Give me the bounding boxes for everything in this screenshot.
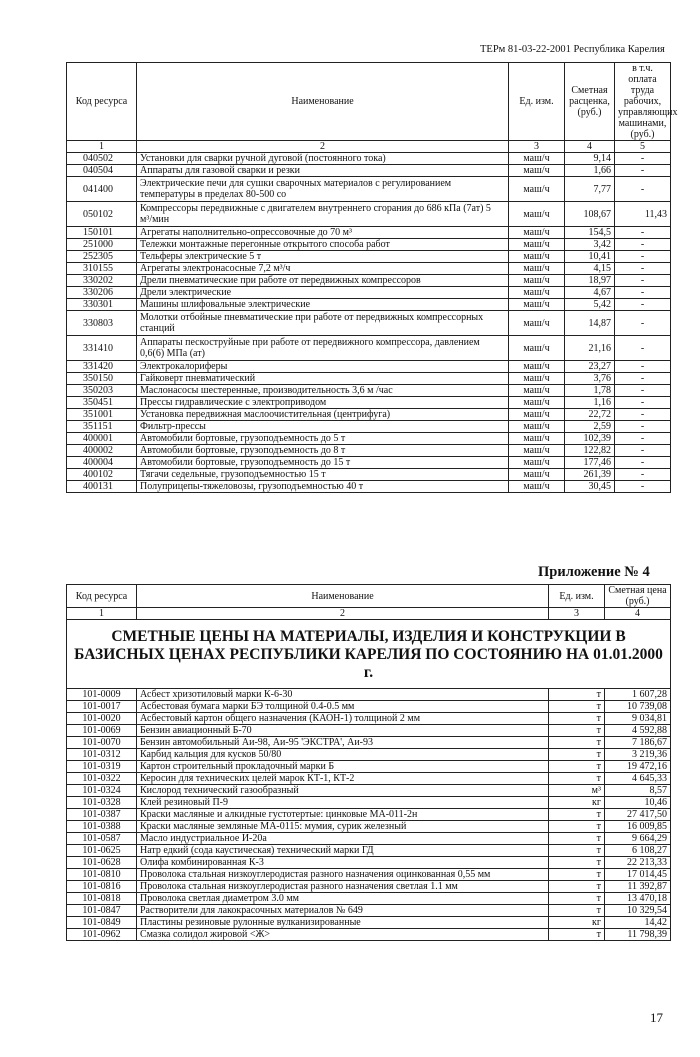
row-wage: - (615, 361, 671, 373)
row-wage: - (615, 227, 671, 239)
row-code: 101-0017 (67, 701, 137, 713)
row-code: 252305 (67, 251, 137, 263)
table-row (67, 917, 671, 929)
table-row (67, 336, 671, 361)
row-code: 310155 (67, 263, 137, 275)
row-code: 101-0818 (67, 893, 137, 905)
row-unit: маш/ч (509, 202, 565, 227)
row-name: Натр едкий (сода каустическая) технический марки ГД (137, 845, 549, 857)
table-row (67, 153, 671, 165)
row-unit: маш/ч (509, 251, 565, 263)
row-price: 16 009,85 (605, 821, 671, 833)
row-code: 350203 (67, 385, 137, 397)
table-row (67, 409, 671, 421)
row-price: 13 470,18 (605, 893, 671, 905)
row-unit: т (549, 893, 605, 905)
row-unit: маш/ч (509, 287, 565, 299)
row-price: 11 392,87 (605, 881, 671, 893)
row-price: 6 108,27 (605, 845, 671, 857)
row-wage: - (615, 409, 671, 421)
row-name: Автомобили бортовые, грузоподъемность до 15 т (137, 457, 509, 469)
row-code: 040502 (67, 153, 137, 165)
page-number: 17 (650, 1010, 663, 1025)
row-code: 400002 (67, 445, 137, 457)
row-unit: маш/ч (509, 275, 565, 287)
row-unit: маш/ч (509, 481, 565, 493)
row-price: 108,67 (565, 202, 615, 227)
col-header-name: Наименование (137, 585, 549, 608)
row-wage: - (615, 336, 671, 361)
appendix-title: Приложение № 4 (538, 564, 650, 580)
row-name: Клей резиновый П-9 (137, 797, 549, 809)
row-price: 102,39 (565, 433, 615, 445)
row-name: Краски масляные и алкидные густотертые: цинковые МА-011-2н (137, 809, 549, 821)
row-price: 23,27 (565, 361, 615, 373)
row-code: 351151 (67, 421, 137, 433)
row-unit: маш/ч (509, 409, 565, 421)
row-unit: т (549, 881, 605, 893)
col-number: 5 (615, 141, 671, 153)
row-code: 101-0849 (67, 917, 137, 929)
row-unit: т (549, 761, 605, 773)
table-row (67, 881, 671, 893)
row-code: 101-0324 (67, 785, 137, 797)
table1-body (67, 153, 671, 493)
row-wage: - (615, 251, 671, 263)
table2-banner-row (67, 620, 671, 689)
row-code: 101-0328 (67, 797, 137, 809)
row-wage: - (615, 177, 671, 202)
row-unit: кг (549, 797, 605, 809)
row-wage: - (615, 481, 671, 493)
row-price: 261,39 (565, 469, 615, 481)
row-wage: - (615, 275, 671, 287)
row-wage: - (615, 153, 671, 165)
row-name: Агрегаты электронасосные 7,2 м³/ч (137, 263, 509, 275)
materials-price-table (66, 584, 671, 941)
row-code: 101-0070 (67, 737, 137, 749)
col-header-code: Код ресурса (67, 585, 137, 608)
row-wage: - (615, 287, 671, 299)
row-code: 251000 (67, 239, 137, 251)
row-code: 351001 (67, 409, 137, 421)
table-row (67, 227, 671, 239)
row-price: 19 472,16 (605, 761, 671, 773)
col-header-unit: Ед. изм. (549, 585, 605, 608)
row-code: 101-0810 (67, 869, 137, 881)
row-name: Электрические печи для сушки сварочных материалов с регулированием температуры в пределах 80-500 со (137, 177, 509, 202)
row-unit: т (549, 905, 605, 917)
table-row (67, 845, 671, 857)
row-name: Полуприцепы-тяжеловозы, грузоподъемностью 40 т (137, 481, 509, 493)
table-row (67, 761, 671, 773)
col-number: 1 (67, 608, 137, 620)
row-price: 1,66 (565, 165, 615, 177)
table-row (67, 797, 671, 809)
table-row (67, 239, 671, 251)
row-name: Кислород технический газообразный (137, 785, 549, 797)
row-name: Тележки монтажные перегонные открытого способа работ (137, 239, 509, 251)
row-code: 101-0962 (67, 929, 137, 941)
row-price: 8,57 (605, 785, 671, 797)
col-header-code: Код ресурса (67, 63, 137, 141)
row-code: 050102 (67, 202, 137, 227)
row-wage: - (615, 433, 671, 445)
table-row (67, 689, 671, 701)
row-wage: - (615, 239, 671, 251)
row-wage: 11,43 (615, 202, 671, 227)
row-price: 9 664,29 (605, 833, 671, 845)
row-unit: т (549, 857, 605, 869)
table-row (67, 445, 671, 457)
row-name: Установка передвижная маслоочистительная (центрифуга) (137, 409, 509, 421)
row-name: Проволока стальная низкоуглеродистая разного назначения оцинкованная 0,55 мм (137, 869, 549, 881)
row-code: 331410 (67, 336, 137, 361)
table-row (67, 202, 671, 227)
row-unit: т (549, 809, 605, 821)
row-price: 11 798,39 (605, 929, 671, 941)
table-row (67, 773, 671, 785)
row-name: Смазка солидол жировой <Ж> (137, 929, 549, 941)
row-price: 14,87 (565, 311, 615, 336)
row-unit: маш/ч (509, 239, 565, 251)
row-unit: т (549, 773, 605, 785)
row-name: Тельферы электрические 5 т (137, 251, 509, 263)
row-price: 3 219,36 (605, 749, 671, 761)
table-row (67, 869, 671, 881)
machines-price-table (66, 62, 678, 493)
row-code: 101-0387 (67, 809, 137, 821)
table-row (67, 929, 671, 941)
row-unit: маш/ч (509, 336, 565, 361)
table-row (67, 905, 671, 917)
row-name: Бензин автомобильный Аи-98, Аи-95 'ЭКСТРА', Аи-93 (137, 737, 549, 749)
row-unit: м³ (549, 785, 605, 797)
row-code: 350150 (67, 373, 137, 385)
row-price: 9,14 (565, 153, 615, 165)
row-price: 4 592,88 (605, 725, 671, 737)
row-code: 101-0587 (67, 833, 137, 845)
row-name: Олифа комбинированная К-3 (137, 857, 549, 869)
row-name: Тягачи седельные, грузоподъемностью 15 т (137, 469, 509, 481)
row-price: 7 186,67 (605, 737, 671, 749)
row-wage: - (615, 445, 671, 457)
col-header-price: Сметная цена (руб.) (605, 585, 671, 608)
table-row (67, 737, 671, 749)
row-price: 10,41 (565, 251, 615, 263)
row-unit: т (549, 845, 605, 857)
row-price: 10 329,54 (605, 905, 671, 917)
row-unit: маш/ч (509, 421, 565, 433)
row-name: Аппараты пескоструйные при работе от передвижного компрессора, давлением 0,6(6) МПа (ат) (137, 336, 509, 361)
row-price: 21,16 (565, 336, 615, 361)
row-name: Растворители для лакокрасочных материалов № 649 (137, 905, 549, 917)
row-unit: маш/ч (509, 373, 565, 385)
row-code: 330803 (67, 311, 137, 336)
row-name: Пластины резиновые рулонные вулканизированные (137, 917, 549, 929)
table2-header-row (67, 585, 671, 608)
row-unit: т (549, 737, 605, 749)
table-row (67, 857, 671, 869)
table-row (67, 263, 671, 275)
row-name: Гайковерт пневматический (137, 373, 509, 385)
row-wage: - (615, 469, 671, 481)
col-number: 2 (137, 608, 549, 620)
table-row (67, 251, 671, 263)
row-price: 154,5 (565, 227, 615, 239)
col-number: 1 (67, 141, 137, 153)
row-unit: т (549, 833, 605, 845)
row-price: 22,72 (565, 409, 615, 421)
row-name: Керосин для технических целей марок КТ-1, КТ-2 (137, 773, 549, 785)
col-number: 2 (137, 141, 509, 153)
row-price: 9 034,81 (605, 713, 671, 725)
row-wage: - (615, 263, 671, 275)
row-name: Проволока стальная низкоуглеродистая разного назначения светлая 1.1 мм (137, 881, 549, 893)
col-header-name: Наименование (137, 63, 509, 141)
table2-body (67, 689, 671, 941)
row-unit: т (549, 713, 605, 725)
table-row (67, 701, 671, 713)
row-unit: т (549, 689, 605, 701)
col-header-price: Сметная расценка, (руб.) (565, 63, 615, 141)
row-name: Краски масляные земляные МА-0115: мумия, сурик железный (137, 821, 549, 833)
row-code: 400131 (67, 481, 137, 493)
row-wage: - (615, 397, 671, 409)
row-unit: маш/ч (509, 299, 565, 311)
row-code: 101-0388 (67, 821, 137, 833)
table-row (67, 457, 671, 469)
table1-header-row (67, 63, 671, 141)
row-unit: маш/ч (509, 433, 565, 445)
row-unit: маш/ч (509, 457, 565, 469)
row-name: Асбестовый картон общего назначения (КАОН-1) толщиной 2 мм (137, 713, 549, 725)
col-header-unit: Ед. изм. (509, 63, 565, 141)
row-unit: маш/ч (509, 311, 565, 336)
row-name: Электрокалориферы (137, 361, 509, 373)
table-row (67, 299, 671, 311)
table-row (67, 421, 671, 433)
row-code: 350451 (67, 397, 137, 409)
table-row (67, 433, 671, 445)
table-row (67, 177, 671, 202)
row-price: 2,59 (565, 421, 615, 433)
row-unit: маш/ч (509, 153, 565, 165)
row-price: 5,42 (565, 299, 615, 311)
table-row (67, 397, 671, 409)
table-row (67, 469, 671, 481)
row-wage: - (615, 299, 671, 311)
row-wage: - (615, 165, 671, 177)
row-price: 27 417,50 (605, 809, 671, 821)
row-wage: - (615, 457, 671, 469)
row-unit: маш/ч (509, 397, 565, 409)
row-price: 10 739,08 (605, 701, 671, 713)
table-row (67, 287, 671, 299)
table-row (67, 311, 671, 336)
table-row (67, 833, 671, 845)
row-name: Бензин авиационный Б-70 (137, 725, 549, 737)
row-price: 177,46 (565, 457, 615, 469)
table-row (67, 373, 671, 385)
table-row (67, 385, 671, 397)
row-code: 101-0009 (67, 689, 137, 701)
row-unit: маш/ч (509, 445, 565, 457)
row-wage: - (615, 373, 671, 385)
row-name: Карбид кальция для кусков 50/80 (137, 749, 549, 761)
table-row (67, 893, 671, 905)
row-code: 330202 (67, 275, 137, 287)
row-unit: маш/ч (509, 227, 565, 239)
row-unit: т (549, 929, 605, 941)
row-code: 040504 (67, 165, 137, 177)
row-price: 122,82 (565, 445, 615, 457)
row-unit: маш/ч (509, 177, 565, 202)
table-row (67, 809, 671, 821)
row-code: 101-0069 (67, 725, 137, 737)
col-number: 4 (605, 608, 671, 620)
row-unit: маш/ч (509, 361, 565, 373)
row-code: 330301 (67, 299, 137, 311)
table1-column-numbers (67, 141, 671, 153)
row-name: Агрегаты наполнительно-опрессовочные до 70 м³ (137, 227, 509, 239)
row-code: 041400 (67, 177, 137, 202)
row-price: 10,46 (605, 797, 671, 809)
table-row (67, 481, 671, 493)
row-price: 22 213,33 (605, 857, 671, 869)
row-name: Машины шлифовальные электрические (137, 299, 509, 311)
row-code: 101-0312 (67, 749, 137, 761)
row-name: Асбестовая бумага марки БЭ толщиной 0.4-0.5 мм (137, 701, 549, 713)
row-wage: - (615, 385, 671, 397)
row-code: 101-0020 (67, 713, 137, 725)
row-price: 4 645,33 (605, 773, 671, 785)
row-price: 7,77 (565, 177, 615, 202)
table-row (67, 165, 671, 177)
row-name: Компрессоры передвижные с двигателем внутреннего сгорания до 686 кПа (7ат) 5 м³/мин (137, 202, 509, 227)
row-price: 30,45 (565, 481, 615, 493)
row-price: 1,16 (565, 397, 615, 409)
col-number: 3 (509, 141, 565, 153)
row-name: Дрели пневматические при работе от передвижных компрессоров (137, 275, 509, 287)
row-unit: маш/ч (509, 469, 565, 481)
row-name: Асбест хризотиловый марки К-6-30 (137, 689, 549, 701)
row-price: 4,15 (565, 263, 615, 275)
table-row (67, 361, 671, 373)
row-name: Прессы гидравлические с электроприводом (137, 397, 509, 409)
table2-column-numbers (67, 608, 671, 620)
row-name: Автомобили бортовые, грузоподъемность до 8 т (137, 445, 509, 457)
row-code: 400102 (67, 469, 137, 481)
row-name: Фильтр-прессы (137, 421, 509, 433)
row-code: 101-0625 (67, 845, 137, 857)
row-name: Молотки отбойные пневматические при работе от передвижных компрессорных станций (137, 311, 509, 336)
row-unit: т (549, 821, 605, 833)
table-row (67, 725, 671, 737)
table-row (67, 821, 671, 833)
row-price: 1,78 (565, 385, 615, 397)
row-code: 331420 (67, 361, 137, 373)
row-code: 101-0322 (67, 773, 137, 785)
row-unit: т (549, 749, 605, 761)
row-price: 18,97 (565, 275, 615, 287)
row-code: 101-0816 (67, 881, 137, 893)
row-unit: кг (549, 917, 605, 929)
row-price: 14,42 (605, 917, 671, 929)
row-name: Дрели электрические (137, 287, 509, 299)
table-row (67, 785, 671, 797)
row-unit: маш/ч (509, 385, 565, 397)
row-wage: - (615, 311, 671, 336)
row-code: 101-0847 (67, 905, 137, 917)
row-price: 17 014,45 (605, 869, 671, 881)
row-name: Автомобили бортовые, грузоподъемность до 5 т (137, 433, 509, 445)
row-code: 101-0628 (67, 857, 137, 869)
row-name: Аппараты для газовой сварки и резки (137, 165, 509, 177)
row-price: 4,67 (565, 287, 615, 299)
row-wage: - (615, 421, 671, 433)
row-unit: т (549, 869, 605, 881)
row-code: 400004 (67, 457, 137, 469)
col-number: 4 (565, 141, 615, 153)
row-code: 150101 (67, 227, 137, 239)
table-row (67, 749, 671, 761)
row-price: 1 607,28 (605, 689, 671, 701)
running-header: ТЕРм 81-03-22-2001 Республика Карелия (480, 44, 665, 55)
row-unit: т (549, 725, 605, 737)
row-unit: т (549, 701, 605, 713)
row-name: Установки для сварки ручной дуговой (постоянного тока) (137, 153, 509, 165)
row-price: 3,42 (565, 239, 615, 251)
row-price: 3,76 (565, 373, 615, 385)
row-code: 101-0319 (67, 761, 137, 773)
row-name: Картон строительный прокладочный марки Б (137, 761, 549, 773)
row-name: Проволока светлая диаметром 3.0 мм (137, 893, 549, 905)
row-name: Маслонасосы шестеренные, производительность 3,6 м /час (137, 385, 509, 397)
row-unit: маш/ч (509, 263, 565, 275)
row-name: Масло индустриальное И-20а (137, 833, 549, 845)
row-code: 330206 (67, 287, 137, 299)
col-number: 3 (549, 608, 605, 620)
section-banner: СМЕТНЫЕ ЦЕНЫ НА МАТЕРИАЛЫ, ИЗДЕЛИЯ И КОНСТРУКЦИИ В БАЗИСНЫХ ЦЕНАХ РЕСПУБЛИКИ КАРЕЛИЯ ПО СОСТОЯНИЮ НА 01.01.2000 г. (67, 620, 671, 689)
col-header-wage: в т.ч. оплата труда рабочих, управляющих машинами, (руб.) (615, 63, 671, 141)
table-row (67, 275, 671, 287)
row-code: 400001 (67, 433, 137, 445)
row-unit: маш/ч (509, 165, 565, 177)
table-row (67, 713, 671, 725)
